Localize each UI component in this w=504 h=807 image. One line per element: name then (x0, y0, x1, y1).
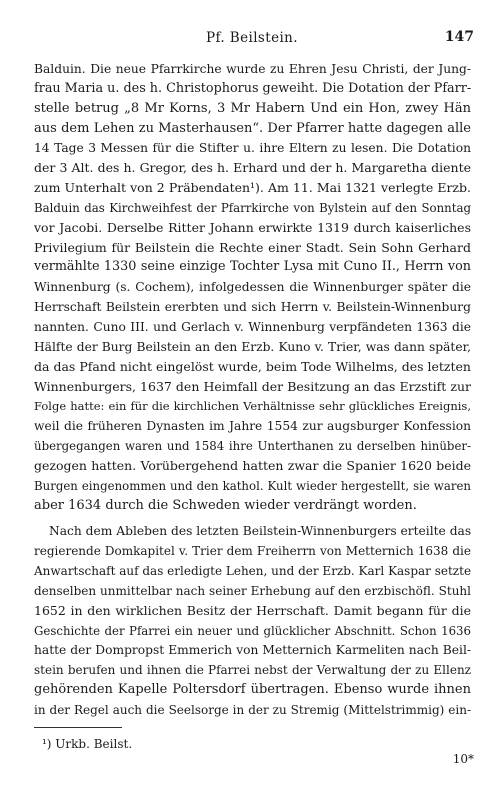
footnote-rule (34, 727, 122, 728)
text-line: Herrschaft Beilstein ererbten und sich Herrn v. Beilstein-Winnenburg (34, 300, 471, 314)
text-line: weil die früheren Dynasten im Jahre 1554 zur augsburger Konfession (34, 419, 471, 433)
text-line: vermählte 1330 seine einzige Tochter Lysa mit Cuno II., Herrn von (34, 259, 471, 274)
text-line: in der Regel auch die Seelsorge in der zu Stremig (Mittelstrimmig) ein- (34, 703, 471, 717)
text-line: Folge hatte: ein für die kirchlichen Verhältnisse sehr glückliches Ereignis, (34, 399, 471, 413)
text-line: Hälfte der Burg Beilstein an den Erzb. Kuno v. Trier, was dann später, (34, 340, 471, 354)
text-line: hatte der Dompropst Emmerich von Metternich Karmeliten nach Beil- (34, 643, 471, 657)
signature-mark: 10* (452, 752, 474, 766)
text-line: Balduin. Die neue Pfarrkirche wurde zu Ehren Jesu Christi, der Jung- (34, 62, 471, 76)
text-line: Privilegium für Beilstein die Rechte einer Stadt. Sein Sohn Gerhard (34, 240, 471, 255)
text-line: Balduin das Kirchweihfest der Pfarrkirche von Bylstein auf den Sonntag (34, 201, 471, 215)
text-line: übergegangen waren und 1584 ihre Unterthanen zu derselben hinüber- (34, 439, 471, 453)
text-line: zum Unterhalt von 2 Präbendaten¹). Am 11. Mai 1321 verlegte Erzb. (34, 180, 471, 195)
text-line: der 3 Alt. des h. Gregor, des h. Erhard und der h. Margaretha diente (34, 160, 471, 175)
text-line: gezogen hatten. Vorübergehend hatten zwar die Spanier 1620 beide (34, 458, 471, 473)
text-line: Nach dem Ableben des letzten Beilstein-Winnenburgers erteilte das (49, 524, 471, 538)
text-line: Geschichte der Pfarrei ein neuer und glücklicher Abschnitt. Schon 1636 (34, 624, 471, 638)
text-line: Burgen eingenommen und den kathol. Kult wieder hergestellt, sie waren (34, 479, 471, 493)
text-line: frau Maria u. des h. Christophorus geweiht. Die Dotation der Pfarr- (34, 81, 471, 96)
text-line: aus dem Lehen zu Masterhausen“. Der Pfarrer hatte dagegen alle (34, 121, 471, 136)
footnote: ¹) Urkb. Beilst. (42, 737, 133, 751)
text-line: vor Jacobi. Derselbe Ritter Johann erwirkte 1319 durch kaiserliches (34, 220, 471, 235)
page-number: 147 (444, 29, 474, 45)
text-line: Anwartschaft auf das erledigte Lehen, und der Erzb. Karl Kaspar setzte (34, 564, 471, 578)
text-line: nannten. Cuno III. und Gerlach v. Winnenburg verpfändeten 1363 die (34, 320, 471, 334)
running-header-title: Pf. Beilstein. (206, 30, 298, 46)
text-line: 14 Tage 3 Messen für die Stifter u. ihre Eltern zu lesen. Die Dotation (34, 141, 471, 155)
text-line: Winnenburgers, 1637 den Heimfall der Besitzung an das Erzstift zur (34, 379, 471, 394)
text-line: stelle betrug „8 Mr Korns, 3 Mr Habern Und ein Hon, zwey Hän (34, 101, 471, 116)
text-line: stein berufen und ihnen die Pfarrei nebst der Verwaltung der zu Ellenz (34, 663, 471, 677)
text-line: Winnenburg (s. Cochem), infolgedessen die Winnenburger später die (34, 280, 471, 294)
text-line: aber 1634 durch die Schweden wieder verdrängt worden. (34, 498, 417, 513)
text-line: regierende Domkapitel v. Trier dem Freiherrn von Metternich 1638 die (34, 544, 471, 558)
text-line: gehörenden Kapelle Poltersdorf übertragen. Ebenso wurde ihnen (34, 682, 471, 697)
text-line: 1652 in den wirklichen Besitz der Herrschaft. Damit begann für die (34, 603, 471, 618)
text-line: denselben unmittelbar nach seiner Erhebung auf den erzbischöfl. Stuhl (34, 584, 471, 598)
text-line: da das Pfand nicht eingelöst wurde, beim Tode Wilhelms, des letzten (34, 359, 471, 374)
